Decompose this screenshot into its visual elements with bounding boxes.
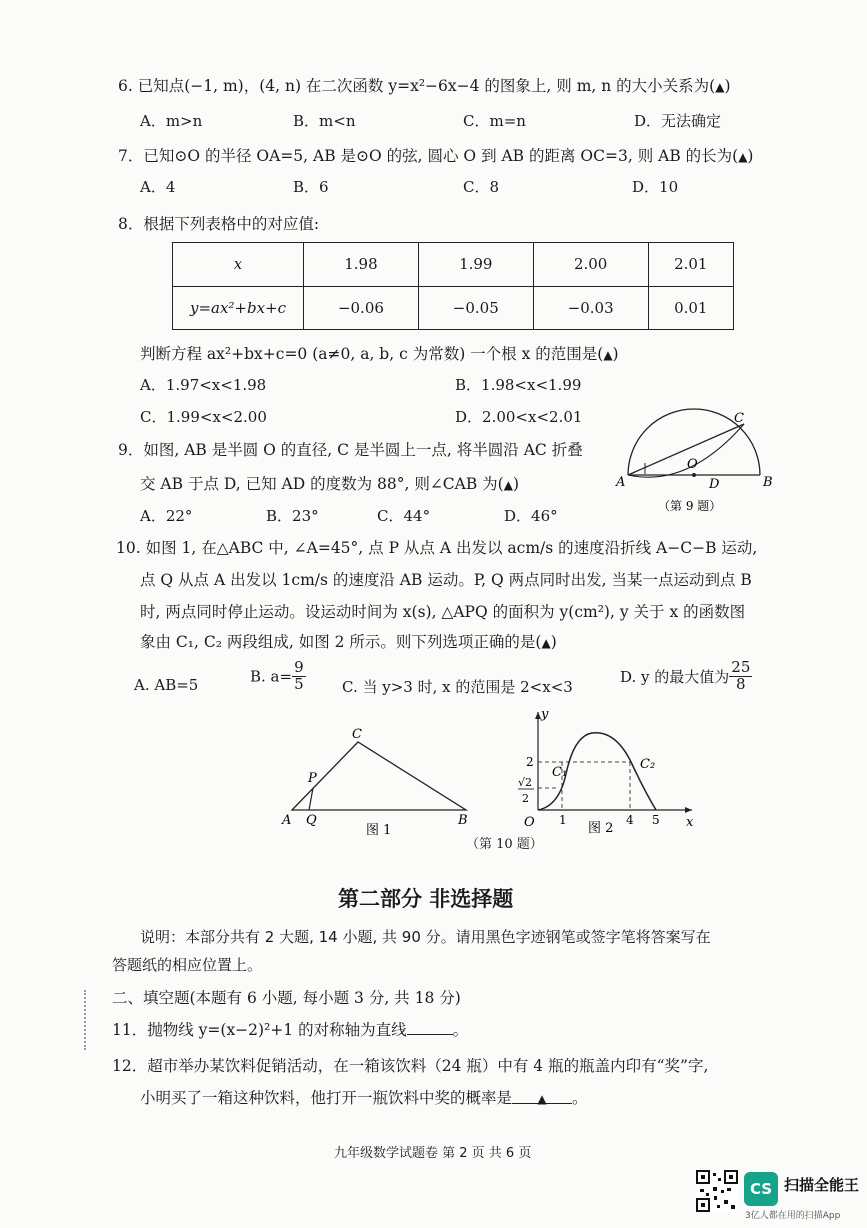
- q6-option-b: B．m<n: [293, 112, 356, 130]
- axis-label-y: y: [541, 707, 549, 722]
- q9-option-c: C．44°: [377, 507, 431, 525]
- answer-triangle-icon: ▲: [715, 80, 725, 94]
- point-label-q: Q: [306, 813, 317, 828]
- q8-judge: 判断方程 ax²+bx+c=0 (a≠0, a, b, c 为常数) 一个根 x 的范围是(▲): [140, 345, 619, 363]
- table-row: [173, 243, 734, 287]
- q10-option-a: A. AB=5: [134, 676, 199, 694]
- point-label-b: B: [763, 475, 773, 490]
- answer-blank: [512, 1089, 572, 1104]
- figure-caption: 图 1: [366, 823, 392, 838]
- point-label-p: P: [308, 771, 317, 786]
- q9-option-b: B．23°: [266, 507, 319, 525]
- origin-label: O: [524, 815, 535, 830]
- q7-option-a: A．4: [140, 178, 176, 196]
- part2-title: 第二部分 非选择题: [338, 887, 514, 911]
- q10-option-d: D. y 的最大值为 $\frac{25}{8}$: [620, 658, 751, 693]
- figure-caption: 图 2: [588, 821, 614, 836]
- answer-triangle-icon: ▲: [738, 150, 748, 164]
- part2-note-line2: 答题纸的相应位置上。: [112, 956, 263, 974]
- q11-stem: 11．抛物线 y=(x−2)²+1 的对称轴为直线 。: [112, 1021, 469, 1039]
- answer-triangle-icon: ▲: [603, 348, 613, 362]
- table-cell: 2.00: [533, 243, 648, 287]
- tick-label-x1: 1: [559, 813, 567, 827]
- answer-triangle-icon: ▲: [541, 636, 551, 650]
- q10-line1: 10. 如图 1, 在△ABC 中, ∠A=45°, 点 P 从点 A 出发以 acm/s 的速度沿折线 A−C−B 运动,: [116, 539, 758, 557]
- q7-stem: 7．已知⊙O 的半径 OA=5, AB 是⊙O 的弦, 圆心 O 到 AB 的距离 OC=3, 则 AB 的长为(▲): [118, 147, 754, 165]
- q9-option-d: D．46°: [504, 507, 558, 525]
- q9-figure: [608, 400, 778, 518]
- q7-option-c: C．8: [463, 178, 500, 196]
- table-cell: 1.99: [418, 243, 533, 287]
- section2-heading: 二、填空题(本题有 6 小题, 每小题 3 分, 共 18 分): [112, 989, 461, 1007]
- q6-option-a: A．m>n: [140, 112, 203, 130]
- q10-figure-1: [276, 722, 486, 840]
- fraction-denominator: 8: [736, 674, 746, 693]
- q10-line3: 时, 两点同时停止运动。设运动时间为 x(s), △APQ 的面积为 y(cm²), y 关于 x 的函数图: [140, 603, 746, 621]
- margin-dash-marks: [84, 990, 88, 1050]
- figure-caption: （第 9 题）: [658, 499, 722, 513]
- q12-line2: 小明买了一箱这种饮料，他打开一瓶饮料中奖的概率是 ▲ 。: [140, 1089, 588, 1107]
- axis-label-x: x: [686, 815, 694, 830]
- q9-line2: 交 AB 于点 D, 已知 AD 的度数为 88°, 则∠CAB 为(▲): [140, 475, 520, 493]
- point-label-b: B: [458, 813, 468, 828]
- part2-note-line1: 说明：本部分共有 2 大题, 14 小题, 共 90 分。请用黑色字迹钢笔或签字笔将答案写在: [140, 928, 711, 946]
- table-cell: 1.98: [304, 243, 419, 287]
- answer-triangle-icon: ▲: [537, 1092, 547, 1106]
- q10-option-b: B. a= $\frac{9}{5}$: [250, 658, 304, 693]
- fraction-denominator: 5: [294, 674, 304, 693]
- curve-label-c1: C₁: [552, 765, 568, 780]
- table-cell: 0.01: [648, 286, 733, 330]
- point-label-c: C: [352, 727, 362, 742]
- q9-line1: 9．如图, AB 是半圆 O 的直径, C 是半圆上一点, 将半圆沿 AC 折叠: [118, 441, 583, 459]
- q8-option-d: D．2.00<x<2.01: [455, 408, 583, 426]
- tick-label-2: 2: [526, 755, 534, 769]
- q10-line4: 象由 C₁, C₂ 两段组成, 如图 2 所示。则下列选项正确的是(▲): [140, 633, 557, 651]
- point-label-a: A: [616, 475, 626, 490]
- qr-code-icon: [696, 1170, 738, 1212]
- value-table: [172, 242, 734, 330]
- q9-option-a: A．22°: [140, 507, 193, 525]
- fraction-numerator: 25: [731, 658, 751, 676]
- tick-label-x5: 5: [652, 813, 660, 827]
- point-label-a: A: [282, 813, 292, 828]
- table-cell: 2.01: [648, 243, 733, 287]
- answer-blank: [407, 1020, 453, 1035]
- q10-figure-2: [504, 706, 704, 842]
- table-cell: x: [173, 243, 304, 287]
- table-cell: −0.03: [533, 286, 648, 330]
- fraction-numerator: 9: [294, 658, 304, 676]
- point-label-o: O: [687, 457, 698, 472]
- tick-label-sqrt2-den: 2: [522, 792, 529, 805]
- scanner-tagline: 3亿人都在用的扫描App: [745, 1211, 841, 1221]
- q6-stem: 6. 已知点(−1, m)，(4, n) 在二次函数 y=x²−6x−4 的图象上, 则 m, n 的大小关系为(▲): [118, 77, 731, 95]
- q8-option-c: C．1.99<x<2.00: [140, 408, 267, 426]
- q6-option-c: C．m=n: [463, 112, 526, 130]
- q10-option-c: C. 当 y>3 时, x 的范围是 2<x<3: [342, 678, 573, 696]
- table-cell: y=ax²+bx+c: [173, 286, 304, 330]
- q10-line2: 点 Q 从点 A 出发以 1cm/s 的速度沿 AB 运动。P, Q 两点同时出发, 当某一点运动到点 B: [140, 571, 752, 589]
- q8-option-b: B．1.98<x<1.99: [455, 376, 582, 394]
- q7-option-b: B．6: [293, 178, 329, 196]
- q7-option-d: D．10: [632, 178, 679, 196]
- answer-triangle-icon: ▲: [503, 478, 513, 492]
- tick-label-sqrt2-num: √2: [518, 776, 533, 789]
- table-row: [173, 286, 734, 330]
- tick-label-x4: 4: [626, 813, 634, 827]
- q12-line1: 12．超市举办某饮料促销活动，在一箱该饮料（24 瓶）中有 4 瓶的瓶盖内印有“奖”字,: [112, 1057, 709, 1075]
- table-cell: −0.06: [304, 286, 419, 330]
- q6-option-d: D．无法确定: [634, 112, 722, 130]
- curve-label-c2: C₂: [640, 757, 656, 772]
- table-cell: −0.05: [418, 286, 533, 330]
- q8-option-a: A．1.97<x<1.98: [140, 376, 267, 394]
- point-label-c: C: [734, 411, 744, 426]
- scanner-logo: CS: [744, 1172, 778, 1206]
- point-label-d: D: [709, 477, 720, 492]
- q8-stem: 8．根据下列表格中的对应值:: [118, 215, 320, 233]
- q10-caption: （第 10 题）: [466, 837, 543, 852]
- page-footer: 九年级数学试题卷 第 2 页 共 6 页: [334, 1146, 532, 1161]
- scanner-app-name: 扫描全能王: [784, 1176, 860, 1194]
